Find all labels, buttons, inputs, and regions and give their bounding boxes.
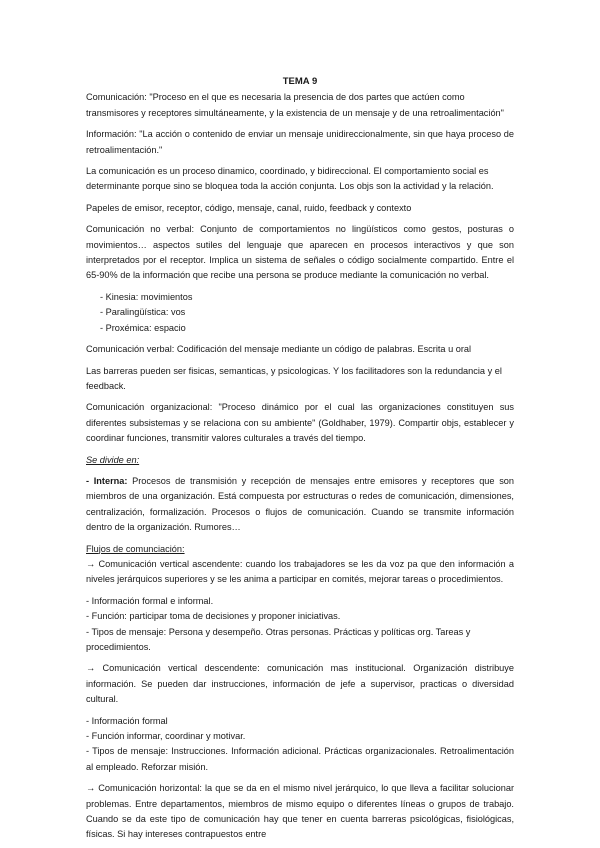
paragraph-vertical-ascendente: → Comunicación vertical ascendente: cuando los trabajadores se les da voz pa que den información a niveles jerárquicos superiores y se les anima a participar en comités, mejorar tareas o procedimientos. <box>86 558 514 585</box>
interna-text: Procesos de transmisión y recepción de mensajes entre emisores y receptores que son miembros de una organización. Está compuesta por estructuras o redes de comunicación, dimensiones, centralización, formalización. Procesos o flujos de comunicación. Cuando se transmite información dentro de la organización. Rumores… <box>86 475 515 533</box>
list-item: - Tipos de mensaje: Instrucciones. Información adicional. Prácticas organizacionales. Retroalimentación al empleado. Reforzar misión. <box>86 746 514 772</box>
paragraph-vertical-descendente: → Comunicación vertical descendente: comunicación mas institucional. Organización distribuye información. Se pueden dar instrucciones, información de jefe a supervisor, practicas o diversidad cultural. <box>86 663 514 705</box>
paragraph-verbal: Comunicación verbal: Codificación del mensaje mediante un código de palabras. Escrita u oral <box>86 344 472 355</box>
paragraph-barreras: Las barreras pueden ser fisicas, semanticas, y psicologicas. Y los facilitadores son la redundancia y el feedback. <box>86 365 502 391</box>
list-item: - Función informar, coordinar y motivar. <box>86 731 246 742</box>
heading-flujos: Flujos de comunciación: <box>86 543 185 554</box>
list-item: - Proxémica: espacio <box>100 322 186 333</box>
list-item: - Función: participar toma de decisiones y proponer iniciativas. <box>86 611 341 622</box>
descendente-list <box>86 714 514 776</box>
paragraph-no-verbal: Comunicación no verbal: Conjunto de comportamientos no lingüísticos como gestos, posturas o movimientos… aspectos sutiles del lenguaje que aparecen en procesos interactivos y que son interpretados por el receptor. Implica un sistema de señales o código socialmente compartido. Entre el 65-90% de la información que recibe una persona se produce mediante la comunicación no verbal. <box>86 224 514 281</box>
paragraph-proceso: La comunicación es un proceso dinamico, coordinado, y bidireccional. El comportamiento social es determinante porque sino se bloquea toda la acción conjunta. Los objs son la actividad y la relación. <box>86 166 494 192</box>
paragraph-interna <box>86 474 514 536</box>
list-item: - Kinesia: movimientos <box>100 291 193 302</box>
no-verbal-list <box>86 290 514 336</box>
heading-se-divide: Se divide en: <box>86 454 140 465</box>
document-title: TEMA 9 <box>282 76 318 87</box>
list-item: - Paralingüística: vos <box>100 307 186 318</box>
interna-label: - Interna: <box>86 475 128 486</box>
list-item: - Información formal e informal. <box>86 595 214 606</box>
definition-informacion: Información: "La acción o contenido de enviar un mensaje unidireccionalmente, sin que haya proceso de retroalimentación." <box>86 129 514 155</box>
paragraph-horizontal: → Comunicación horizontal: la que se da en el mismo nivel jerárquico, lo que lleva a facilitar solucionar problemas. Entre departamentos, miembros de mismo equipo o diferentes líneas o grupos de trabajo. Cuando se da este tipo de comunicación hay que tener en cuenta barreras psicológicas, fisiológicas, físicas. Si hay intereses contrapuestos entre <box>86 783 514 840</box>
list-item: - Información formal <box>86 715 168 726</box>
paragraph-papeles: Papeles de emisor, receptor, código, mensaje, canal, ruido, feedback y contexto <box>86 202 412 213</box>
paragraph-organizacional: Comunicación organizacional: "Proceso dinámico por el cual las organizaciones constituyen sus diferentes subsistemas y se relaciona con su ambiente" (Goldhaber, 1979). Compartir objs, establecer y coordinar funciones, transmitir valores culturales a través del tiempo. <box>86 402 514 444</box>
definition-comunicacion: Comunicación: "Proceso en el que es necesaria la presencia de dos partes que actúen como transmisores y receptores simultáneamente, y la existencia de un mensaje y de una retroalimentación" <box>86 92 504 118</box>
ascendente-list <box>86 594 514 656</box>
list-item: - Tipos de mensaje: Persona y desempeño. Otras personas. Prácticas y políticas org. Tareas y procedimientos. <box>86 626 471 652</box>
